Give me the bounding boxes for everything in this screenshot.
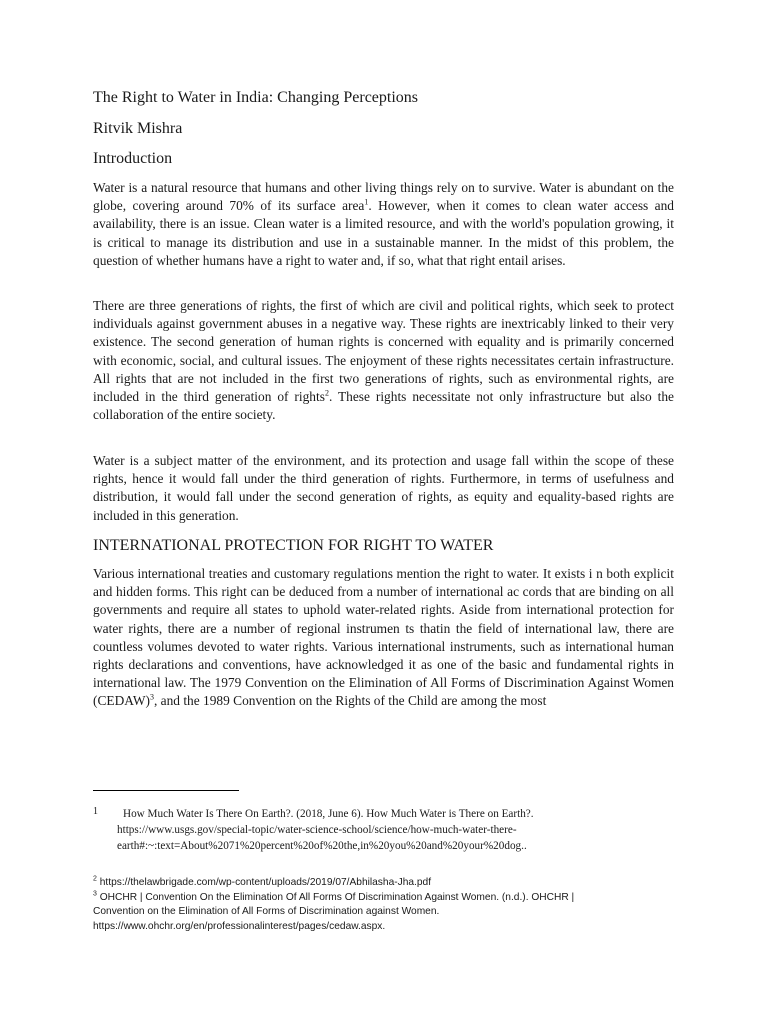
paragraph-4 — [93, 565, 674, 711]
footnote-2-link[interactable]: https://thelawbrigade.com/wp-content/uploads/2019/07/Abhilasha-Jha.pdf — [96, 877, 432, 888]
footnote-1-citation: How Much Water Is There On Earth?. (2018, June 6). How Much Water is There on Earth?. — [123, 808, 534, 820]
paragraph-3-text: Water is a subject matter of the environment, and its protection and usage fall within the scope of these rights, hence it would fall under the third generation of rights. Furthermore, in terms of usefulness and distribution, it would fall under the second generation of rights, as equity and equality-based rights are included in this generation. — [93, 453, 674, 523]
footnote-ref-1[interactable]: 1 — [364, 197, 369, 207]
footnote-1-link[interactable]: https://www.usgs.gov/special-topic/water-science-school/science/how-much-water-there- — [117, 824, 517, 836]
footnote-3-citation: OHCHR | Convention On the Elimination Of All Forms Of Discrimination Against Women. (n.d.). OHCHR | — [96, 891, 575, 903]
footnote-3-link[interactable]: https://www.ohchr.org/en/professionalinterest/pages/cedaw.aspx. — [93, 920, 386, 932]
paragraph-4-text-a: Various international treaties and customary regulations mention the right to water. It exists i n both explicit and hidden forms. This right can be deduced from a number of international ac cords that are binding on all governments and require all states to uphold water-related rights. Aside from international protection for water rights, there are a number of regional instrumen ts thatin the field of international law, there are countless volumes devoted to water rights. Various international instruments, such as international human rights declarations and conventions, have acknowledged it as one of the basic and fundamental rights in international law. The 1979 Convention on the Elimination of All Forms of Discrimination Against Women (CEDAW) — [93, 566, 674, 709]
footnotes-2-3 — [93, 876, 653, 934]
footnote-3 — [93, 891, 653, 906]
footnote-1-link-cont[interactable]: earth#:~:text=About%2071%20percent%20of%20the,in%20you%20and%20your%20dog.. — [117, 840, 527, 852]
paragraph-1 — [93, 179, 674, 270]
paragraph-2-text-b: . These rights necessitate not only infrastructure but also the collaboration of the entire society. — [93, 389, 674, 423]
footnote-ref-3[interactable]: 3 — [149, 692, 154, 702]
paragraph-2 — [93, 297, 674, 424]
footnote-1-number: 1 — [93, 806, 98, 817]
intro-heading: Introduction — [93, 150, 173, 167]
paragraph-1-text-a: Water is a natural resource that humans and other living things rely on to survive. Water is abundant on the globe, covering around 70% of its surface area — [93, 180, 674, 214]
footnote-1 — [93, 806, 653, 854]
document-title: The Right to Water in India: Changing Perceptions — [93, 89, 419, 106]
author-name: Ritvik Mishra — [93, 120, 183, 137]
footnote-3-number: 3 — [93, 890, 97, 898]
section-heading: INTERNATIONAL PROTECTION FOR RIGHT TO WATER — [93, 537, 494, 554]
footnote-2-number: 2 — [93, 875, 97, 883]
footnote-2 — [93, 876, 653, 891]
paragraph-3 — [93, 452, 674, 525]
paragraph-4-text-b: , and the 1989 Convention on the Rights of the Child are among the most — [153, 693, 547, 709]
title-block — [93, 88, 674, 108]
paragraph-2-text-a: There are three generations of rights, the first of which are civil and political rights, which seek to protect individuals against government abuses in a negative way. These rights are inextricably linked to their very existence. The second generation of human rights is concerned with equality and is primarily concerned with economic, social, and cultural issues. The enjoyment of these rights necessitates certain infrastructure. All rights that are not included in the first two generations of rights, such as environmental rights, are included in the third generation of rights — [93, 298, 674, 405]
footnote-separator — [93, 790, 239, 791]
footnote-3-citation-cont: Convention on the Elimination of All Forms of Discrimination against Women. — [93, 906, 440, 917]
footnote-ref-2[interactable]: 2 — [324, 388, 329, 398]
paragraph-1-text-b: . However, when it comes to clean water access and availability, there is an issue. Clean water is a limited resource, and with the world's population growing, it is critical to manage its distribution and use in a sustainable manner. In the midst of this problem, the question of whether humans have a right to water and, if so, what that right entail arises. — [93, 198, 675, 268]
